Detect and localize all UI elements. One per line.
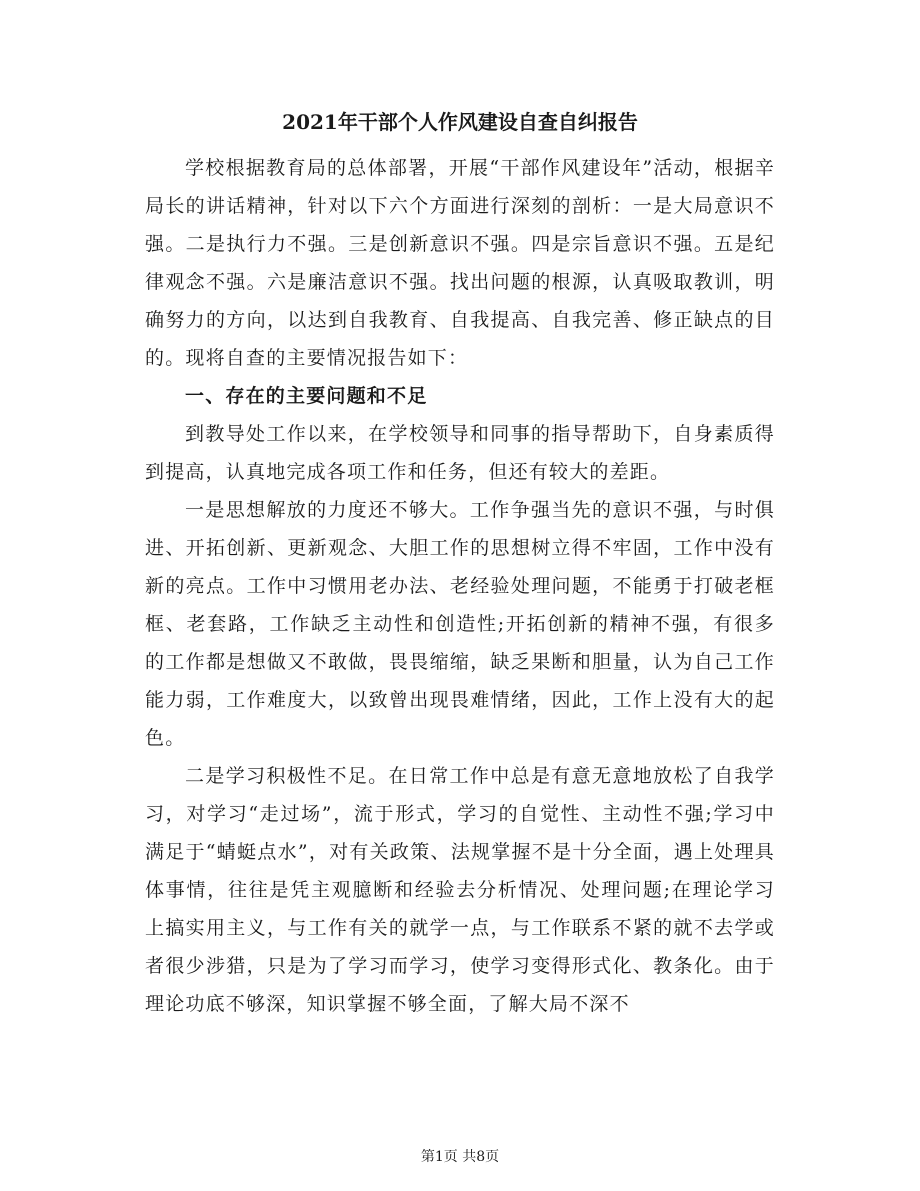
document-title: 2021年干部个人作风建设自查自纠报告 xyxy=(282,110,638,134)
document-body xyxy=(145,149,775,1023)
paragraph-point-two: 二是学习积极性不足。在日常工作中总是有意无意地放松了自我学习，对学习“走过场”，流于形式，学习的自觉性、主动性不强;学习中满足于“蜻蜓点水”，对有关政策、法规掌握不是十分全面，遇上处理具体事情，往往是凭主观臆断和经验去分析情况、处理问题;在理论学习上搞实用主义，与工作有关的就学一点，与工作联系不紧的就不去学或者很少涉猎，只是为了学习而学习，使学习变得形式化、教条化。由于理论功底不够深，知识掌握不够全面，了解大局不深不 xyxy=(145,765,775,1015)
section-heading: 一、存在的主要问题和不足 xyxy=(185,385,428,407)
paragraph-overview: 到教导处工作以来，在学校领导和同事的指导帮助下，自身素质得到提高，认真地完成各项工作和任务，但还有较大的差距。 xyxy=(145,423,775,483)
page-footer: 第1页 共8页 xyxy=(420,1149,500,1165)
paragraph-intro: 学校根据教育局的总体部署，开展“干部作风建设年”活动，根据辛局长的讲话精神，针对以下六个方面进行深刻的剖析：一是大局意识不强。二是执行力不强。三是创新意识不强。四是宗旨意识不强。五是纪律观念不强。六是廉洁意识不强。找出问题的根源，认真吸取教训，明确努力的方向，以达到自我教育、自我提高、自我完善、修正缺点的目的。现将自查的主要情况报告如下： xyxy=(145,157,775,369)
paragraph-point-one: 一是思想解放的力度还不够大。工作争强当先的意识不强，与时俱进、开拓创新、更新观念、大胆工作的思想树立得不牢固，工作中没有新的亮点。工作中习惯用老办法、老经验处理问题，不能勇于打破老框框、老套路，工作缺乏主动性和创造性;开拓创新的精神不强，有很多的工作都是想做又不敢做，畏畏缩缩，缺乏果断和胆量，认为自己工作能力弱，工作难度大，以致曾出现畏难情绪，因此，工作上没有大的起色。 xyxy=(145,499,775,749)
